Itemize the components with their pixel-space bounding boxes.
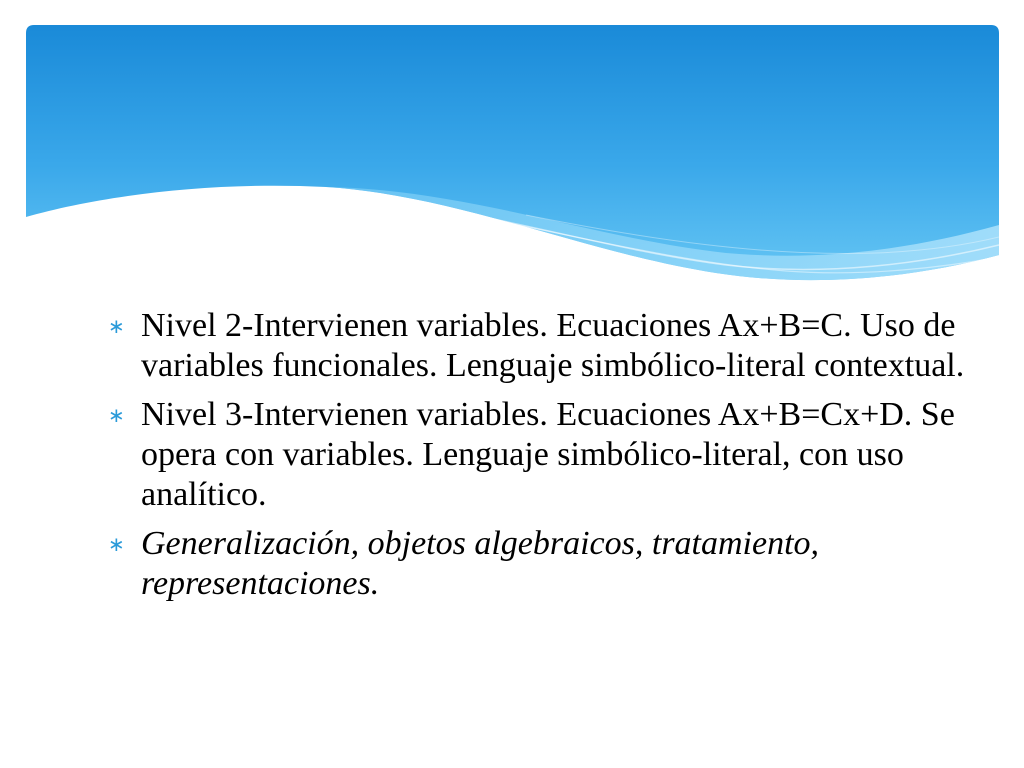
bullet-list [108, 306, 968, 613]
asterisk-icon: ∗ [108, 314, 125, 338]
bullet-text: Nivel 3-Intervienen variables. Ecuaciones Ax+B=Cx+D. Se opera con variables. Lenguaje simbólico-literal, con uso analítico. [141, 396, 955, 513]
bullet-item-nivel-3 [108, 395, 968, 515]
bullet-text: Nivel 2-Intervienen variables. Ecuaciones Ax+B=C. Uso de variables funcionales. Lenguaje simbólico-literal contextual. [141, 307, 965, 384]
wave-graphic [26, 25, 999, 290]
bullet-item-generalizacion [108, 524, 968, 604]
bullet-item-nivel-2 [108, 306, 968, 386]
asterisk-icon: ∗ [108, 532, 125, 556]
asterisk-icon: ∗ [108, 403, 125, 427]
header-wave-banner [26, 25, 999, 290]
bullet-text: Generalización, objetos algebraicos, tratamiento, representaciones. [141, 525, 820, 602]
